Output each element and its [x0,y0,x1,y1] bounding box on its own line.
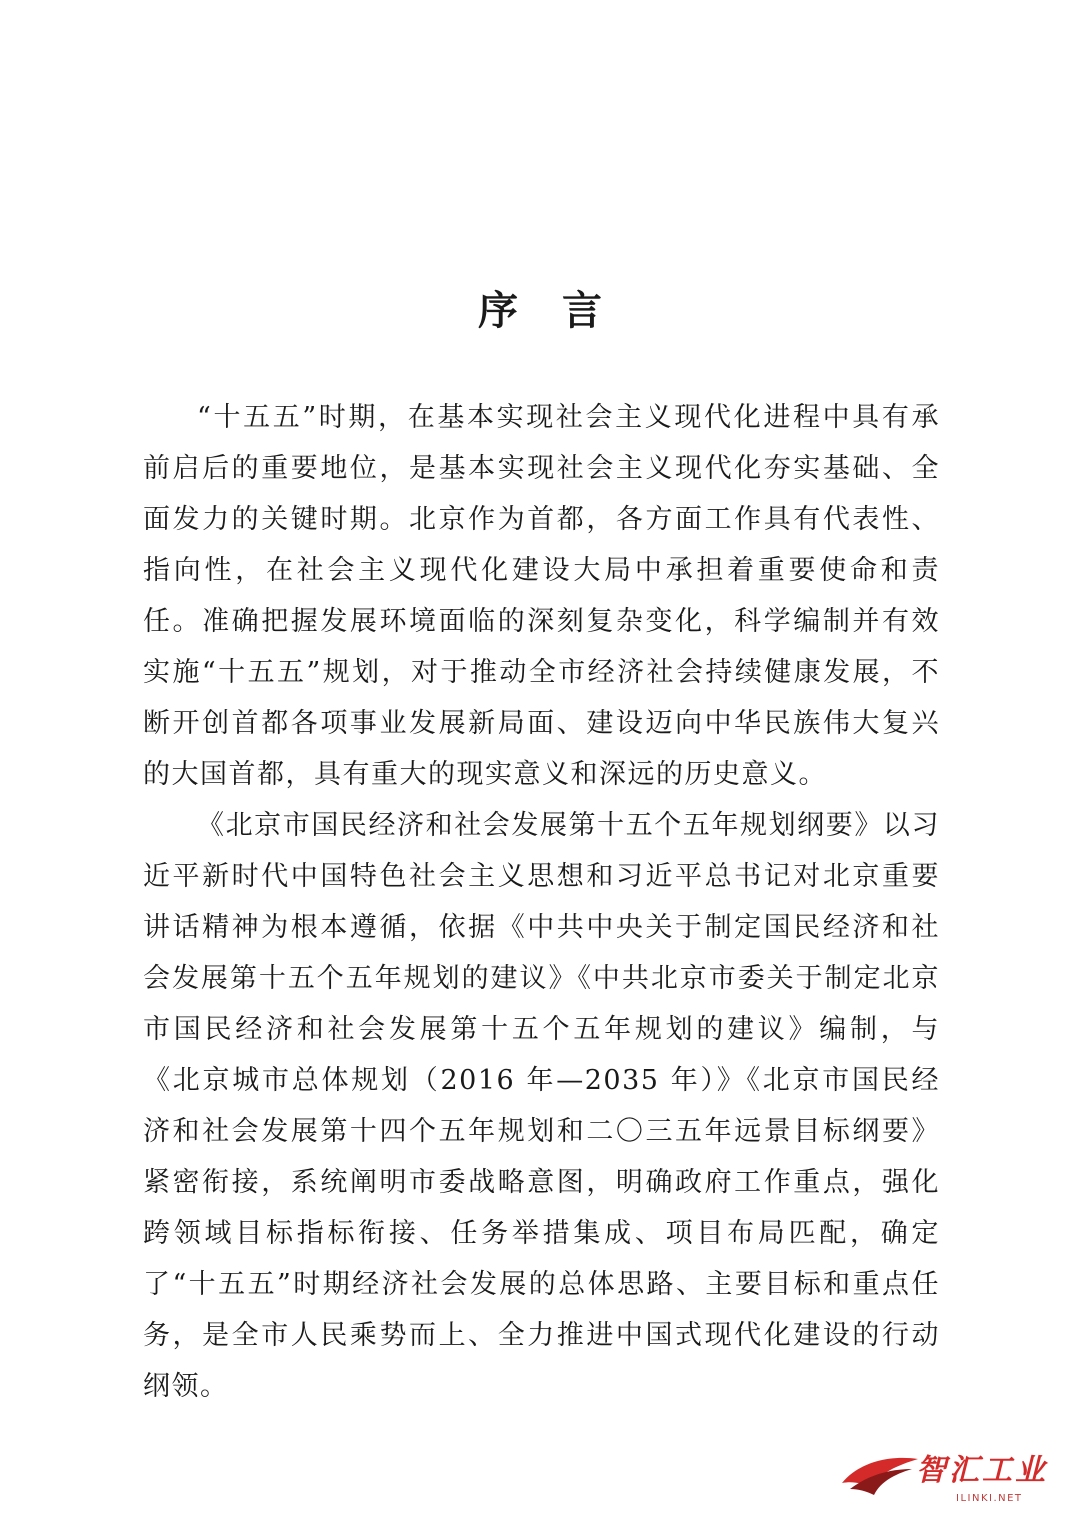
page-title: 序言 [478,287,646,334]
watermark-url: ILINKI.NET [956,1493,1023,1504]
watermark-title: 智汇工业 [916,1453,1048,1488]
paragraph-intro: “十五五”时期，在基本实现社会主义现代化进程中具有承前启后的重要地位，是基本实现社会主义现代化夯实基础、全面发力的关键时期。北京作为首都，各方面工作具有代表性、指向性，在社会主义现代化建设大局中承担着重要使命和责任。准确把握发展环境面临的深刻复杂变化，科学编制并有效实施“十五五”规划，对于推动全市经济社会持续健康发展，不断开创首都各项事业发展新局面、建设迈向中华民族伟大复兴的大国首都，具有重大的现实意义和深远的历史意义。 [143,402,940,790]
wing-logo-icon [840,1453,920,1499]
document-body [143,392,940,1412]
paragraph-outline: 《北京市国民经济和社会发展第十五个五年规划纲要》以习近平新时代中国特色社会主义思想和习近平总书记对北京重要讲话精神为根本遵循，依据《中共中央关于制定国民经济和社会发展第十五个五年规划的建议》《中共北京市委关于制定北京市国民经济和社会发展第十五个五年规划的建议》编制，与《北京城市总体规划（2016 年—2035 年）》《北京市国民经济和社会发展第十四个五年规划和二〇三五年远景目标纲要》紧密衔接，系统阐明市委战略意图，明确政府工作重点，强化跨领域目标指标衔接、任务举措集成、项目布局匹配，确定了“十五五”时期经济社会发展的总体思路、主要目标和重点任务，是全市人民乘势而上、全力推进中国式现代化建设的行动纲领。 [143,810,940,1402]
watermark [840,1447,1066,1519]
